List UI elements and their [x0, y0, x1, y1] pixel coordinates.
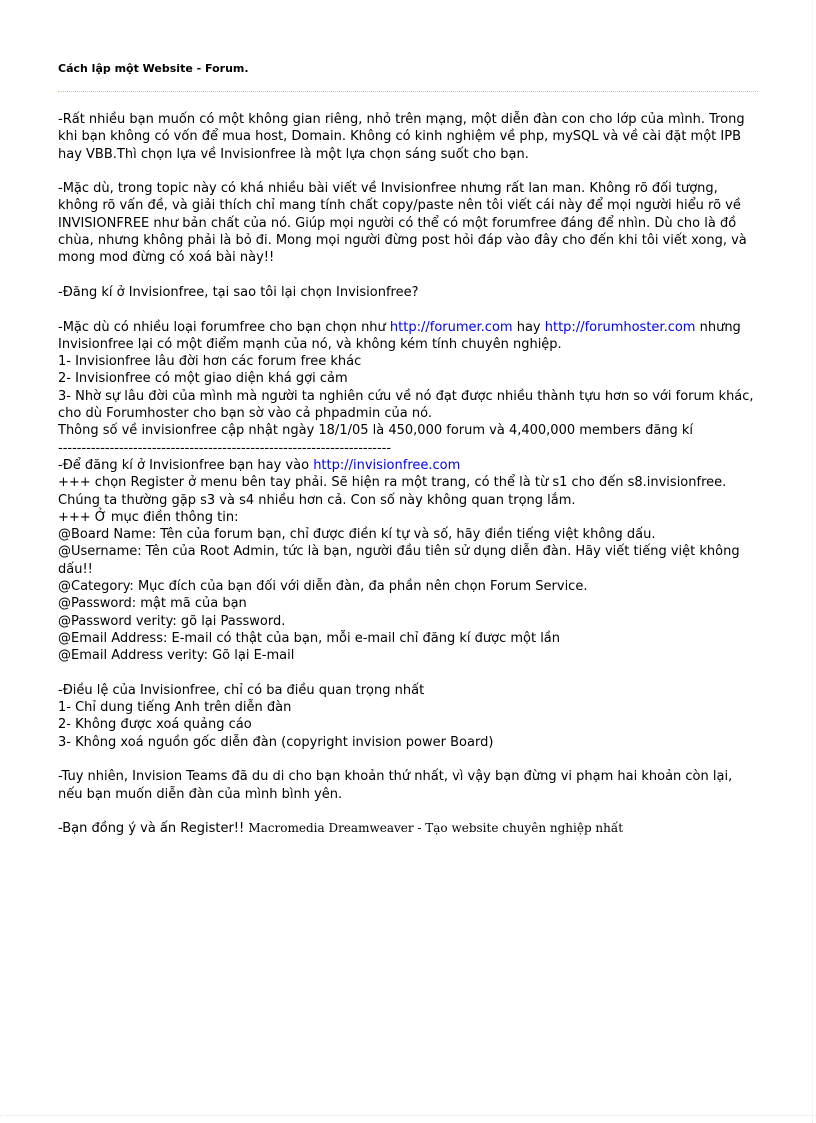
forumer-link[interactable]: http://forumer.com: [389, 319, 513, 335]
dreamweaver-note: Macromedia Dreamweaver - Tạo website chuyên nghiệp nhất: [248, 821, 624, 836]
spacer: [58, 751, 760, 768]
field-line: @Username: Tên của Root Admin, tức là bạn, người đầu tiên sử dụng diễn đàn. Hãy viết tiếng việt không dấu!!: [58, 544, 740, 577]
paragraph-note: -Tuy nhiên, Invision Teams đã du di cho bạn khoản thứ nhất, vì vậy bạn đừng vi phạm hai khoản còn lại, nếu bạn muốn diễn đàn của mình bình yên.: [58, 769, 733, 802]
list-item: 1- Invisionfree lâu đời hơn các forum free khác: [58, 354, 362, 370]
paragraph-intro: -Rất nhiều bạn muốn có một không gian riêng, nhỏ trên mạng, một diễn đàn con cho lớp của mình. Trong khi bạn không có vốn để mua host, Domain. Không có kinh nghiệm về php, mySQL và về cài đặt một IPB hay VBB.Thì chọn lựa về Invisionfree là một lựa chọn sáng suốt cho bạn.: [58, 112, 745, 162]
rule-item: 3- Không xoá nguồn gốc diễn đàn (copyright invision power Board): [58, 734, 494, 750]
header-separator: [58, 91, 758, 92]
text: nhưng Invisionfree lại có một điểm mạnh của nó, và không kém tính chuyên nghiệp.: [58, 319, 741, 352]
field-line: @Password: mật mã của bạn: [58, 596, 247, 612]
paragraph-final: [58, 820, 760, 837]
stats-line: Thông số về invisionfree cập nhật ngày 18/1/05 là 450,000 forum và 4,400,000 members đăng kí: [58, 423, 694, 439]
dash-divider: -----------------------------------------------------------------------: [58, 440, 392, 456]
spacer: [58, 267, 760, 284]
text: -Mặc dù có nhiều loại forumfree cho bạn chọn như: [58, 319, 390, 335]
invisionfree-link[interactable]: http://invisionfree.com: [313, 457, 461, 473]
field-line: @Email Address verity: Gõ lại E-mail: [58, 648, 295, 664]
rule-item: 2- Không được xoá quảng cáo: [58, 717, 252, 733]
spacer: [58, 665, 760, 682]
text: -Bạn đồng ý và ấn Register!!: [58, 821, 249, 837]
step-line: +++ chọn Register ở menu bên tay phải. Sẽ hiện ra một trang, có thể là từ s1 cho đến s8.invisionfree. Chúng ta thường gặp s3 và s4 nhiều hơn cả. Con số này không quan trọng lắm.: [58, 475, 727, 508]
text: hay: [512, 319, 545, 335]
page-right-border: [812, 0, 813, 1123]
spacer: [58, 301, 760, 318]
paragraph-forumfree: [58, 319, 760, 354]
paragraph-why: -Đăng kí ở Invisionfree, tại sao tôi lại chọn Invisionfree?: [58, 284, 419, 300]
rules-title: -Điều lệ của Invisionfree, chỉ có ba điều quan trọng nhất: [58, 682, 425, 698]
spacer: [58, 163, 760, 180]
rule-item: 1- Chỉ dung tiếng Anh trên diễn đàn: [58, 700, 292, 716]
field-line: @Email Address: E-mail có thật của bạn, mỗi e-mail chỉ đăng kí được một lần: [58, 630, 561, 646]
field-line: @Category: Mục đích của bạn đối với diễn đàn, đa phần nên chọn Forum Service.: [58, 579, 588, 595]
document-body: [58, 111, 760, 837]
paragraph-register: [58, 457, 760, 474]
field-line: @Password verity: gõ lại Password.: [58, 613, 286, 629]
document-title: Cách lập một Website - Forum.: [58, 62, 249, 75]
list-item: 2- Invisionfree có một giao diện khá gợi cảm: [58, 371, 348, 387]
list-item: 3- Nhờ sự lâu đời của mình mà người ta nghiên cứu về nó đạt được nhiều thành tựu hơn so với forum khác, cho dù Forumhoster cho bạn sờ vào cả phpadmin của nó.: [58, 388, 754, 422]
field-line: @Board Name: Tên của forum bạn, chỉ được điền kí tự và số, hãy điền tiếng việt không dấu.: [58, 527, 656, 543]
spacer: [58, 803, 760, 820]
paragraph-topic: -Mặc dù, trong topic này có khá nhiều bài viết về Invisionfree nhưng rất lan man. Không rõ đối tượng, không rõ vấn đề, và giải thích chỉ mang tính chất copy/paste nên tôi viết cái này để mọi người hiểu rõ về INVISIONFREE như bản chất của nó. Giúp mọi người có thể có một forumfree đáng để nhìn. Dù cho là đồ chùa, nhưng không phải là bỏ đi. Mong mọi người đừng post hỏi đáp vào đây cho đến khi tôi viết xong, và mong mod đừng có xoá bài này!!: [58, 181, 747, 266]
step-line: +++ Ở mục điền thông tin:: [58, 509, 239, 525]
text: -Để đăng kí ở Invisionfree bạn hay vào: [58, 457, 314, 473]
forumhoster-link[interactable]: http://forumhoster.com: [544, 319, 696, 335]
page-bottom-border: [0, 1115, 816, 1116]
